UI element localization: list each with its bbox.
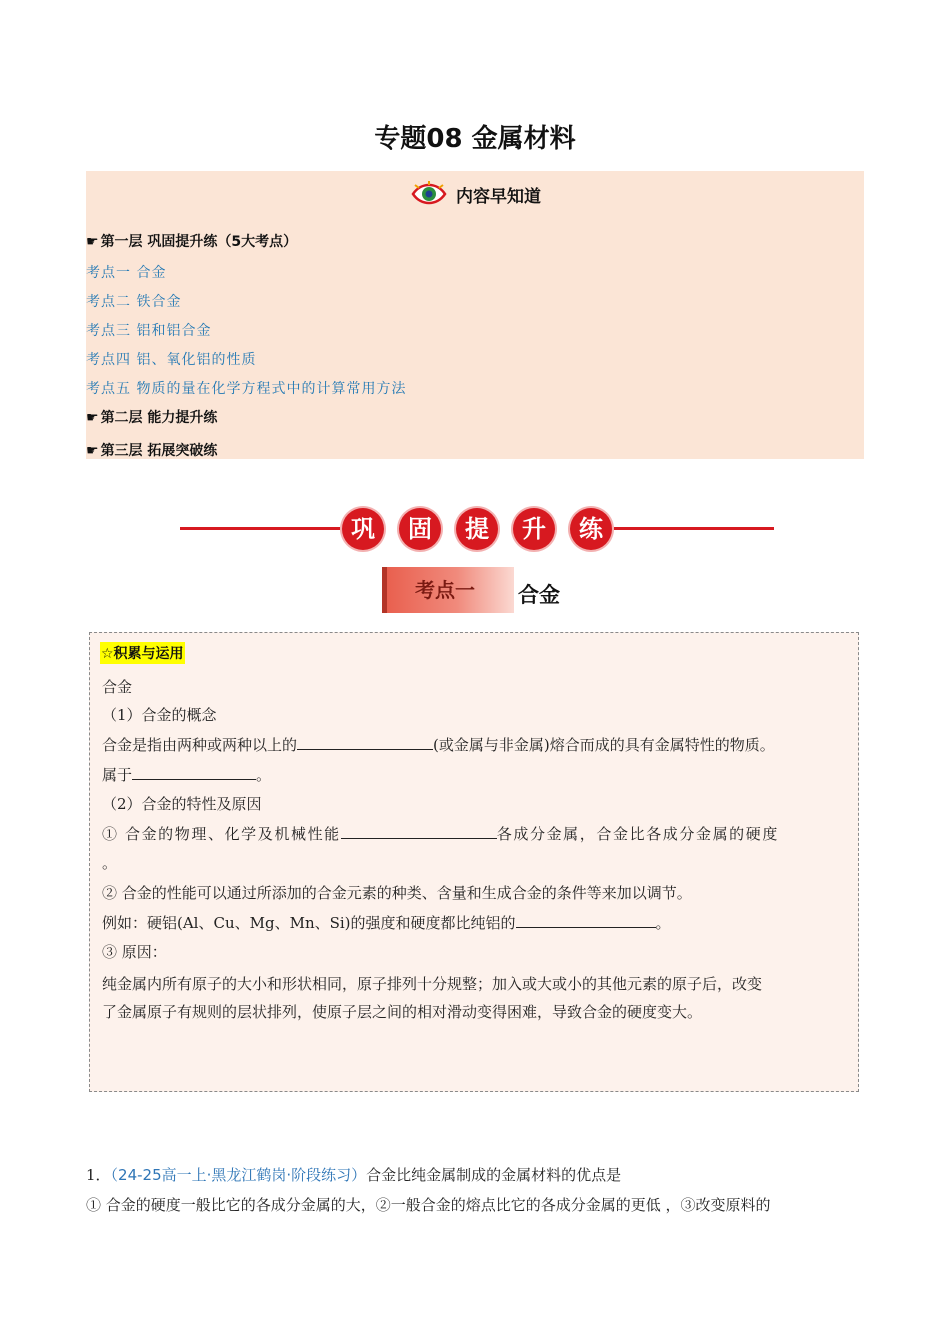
box-line: ① 合金的物理、化学及机械性能 各成分金属，合金比各成分金属的硬度 (102, 825, 779, 843)
box-line: 。 (102, 854, 118, 872)
question-1-line-2: ① 合金的硬度一般比它的各成分金属的大，②一般合金的熔点比它的各成分金属的更低 ，③改变原料的 (86, 1196, 771, 1214)
toc-point-5[interactable]: 考点五 物质的量在化学方程式中的计算常用方法 (86, 381, 407, 397)
banner-char: 巩 (342, 508, 384, 550)
banner-char: 练 (570, 508, 612, 550)
banner-line-right (614, 527, 774, 530)
box-line: （2）合金的特性及原因 (102, 795, 262, 813)
box-line: ③ 原因： (102, 943, 167, 961)
banner-char: 固 (399, 508, 441, 550)
box-line: ② 合金的性能可以通过所添加的合金元素的种类、含量和生成合金的条件等来加以调节。 (102, 884, 692, 902)
question-text: 合金比纯金属制成的金属材料的优点是 (366, 1166, 622, 1184)
box-line: 纯金属内所有原子的大小和形状相同，原子排列十分规整；加入或大或小的其他元素的原子后，改变 (102, 975, 763, 993)
contents-panel (86, 171, 864, 459)
box-line: 合金是指由两种或两种以上的 (或金属与非金属)熔合而成的具有金属特性的物质。 (102, 736, 775, 754)
question-source: （24-25高一上·黑龙江鹤岗·阶段练习） (110, 1166, 367, 1184)
toc-layer3[interactable] (86, 440, 217, 460)
eye-icon (409, 179, 449, 209)
toc-point-4[interactable]: 考点四 铝、氧化铝的性质 (86, 352, 257, 368)
fill-blank[interactable] (516, 913, 656, 928)
hand-pointer-icon: ☛ (86, 234, 99, 250)
page-title: 专题08 金属材料 (374, 124, 576, 154)
question-number: 1． (86, 1166, 111, 1184)
banner-chars (342, 508, 612, 552)
toc-layer2[interactable] (86, 407, 217, 427)
toc-point-2[interactable]: 考点二 铁合金 (86, 294, 182, 310)
hand-pointer-icon: ☛ (86, 410, 99, 426)
contents-header (86, 179, 864, 211)
knowledge-box (89, 632, 859, 1092)
toc-layer3-label: 第三层 拓展突破练 (100, 443, 218, 459)
toc-point-1[interactable]: 考点一 合金 (86, 265, 167, 281)
toc-layer1[interactable] (86, 231, 297, 251)
box-line: 了金属原子有规则的层状排列，使原子层之间的相对滑动变得困难，导致合金的硬度变大。 (102, 1003, 703, 1021)
knowledge-highlight: ☆积累与运用 (100, 642, 185, 664)
fill-blank[interactable] (341, 824, 497, 839)
section-tag: 考点一 (382, 567, 514, 613)
contents-header-label: 内容早知道 (456, 186, 542, 207)
section-name: 合金 (518, 583, 560, 607)
toc-layer2-label: 第二层 能力提升练 (100, 410, 218, 426)
hand-pointer-icon: ☛ (86, 443, 99, 459)
box-line: 属于 。 (102, 766, 272, 784)
fill-blank[interactable] (132, 765, 256, 780)
banner-char: 升 (513, 508, 555, 550)
box-line: 例如：硬铝(Al、Cu、Mg、Mn、Si)的强度和硬度都比纯铝的 。 (102, 914, 671, 932)
toc-point-3[interactable]: 考点三 铝和铝合金 (86, 323, 212, 339)
box-line: 合金 (102, 678, 133, 696)
banner-char: 提 (456, 508, 498, 550)
box-line: （1）合金的概念 (102, 706, 217, 724)
fill-blank[interactable] (297, 735, 433, 750)
banner-line-left (180, 527, 340, 530)
section-banner (180, 508, 774, 552)
toc-layer1-label: 第一层 巩固提升练（5大考点） (100, 234, 298, 250)
question-1 (86, 1164, 621, 1185)
